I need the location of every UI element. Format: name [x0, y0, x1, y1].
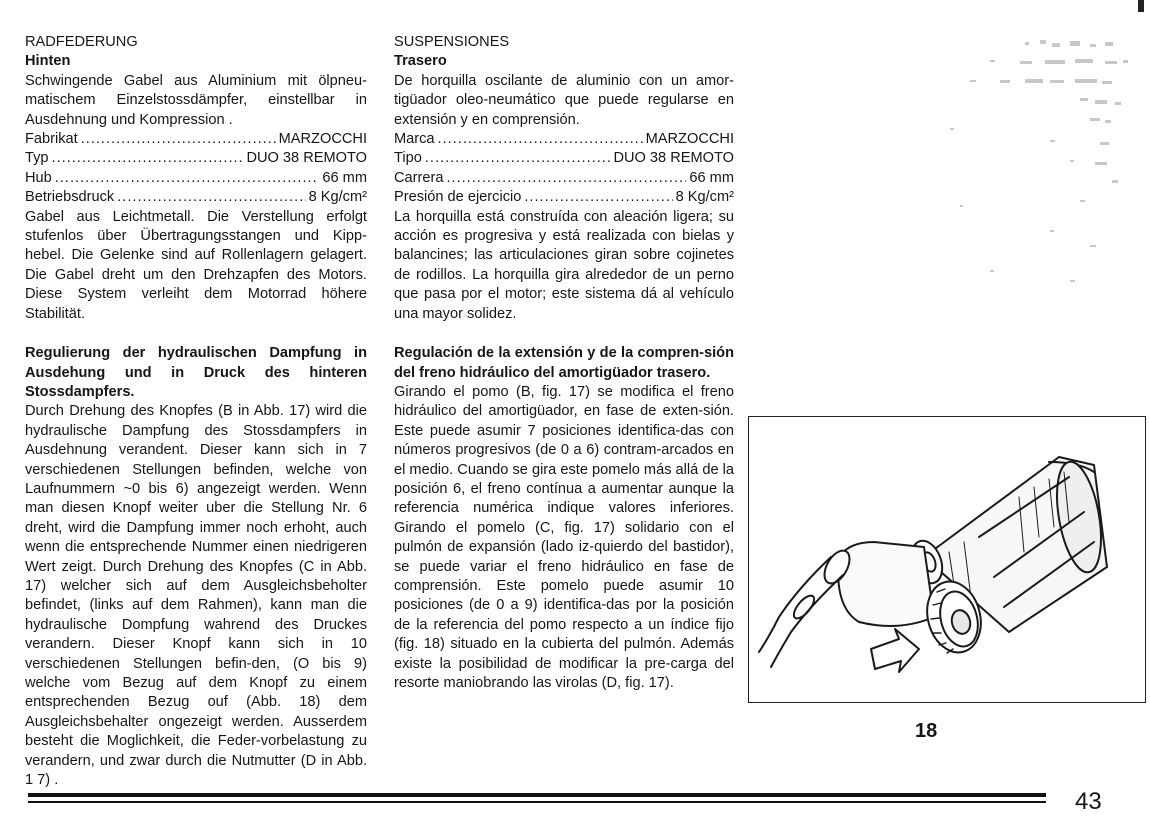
section-subtitle: Trasero — [394, 53, 447, 70]
section-title: SUSPENSIONES — [394, 34, 510, 50]
spec-value: MARZOCCHI — [645, 131, 734, 148]
spec-value: 8 Kg/cm² — [675, 189, 734, 206]
spec-row — [394, 188, 734, 207]
spec-label: Presión de ejercicio — [394, 189, 522, 206]
footer-rule-thick — [28, 793, 1046, 797]
section2-title: Regulación de la extensión y de la compren-sión del freno hidráulico del amortigüador trasero. — [394, 345, 734, 381]
spec-value: DUO 38 REMOTO — [613, 150, 734, 167]
spec-label: Carrera — [394, 169, 444, 186]
spec-label: Typ — [25, 150, 49, 167]
page-number: 43 — [1075, 788, 1102, 815]
scan-corner-mark — [1138, 0, 1144, 12]
section-title: RADFEDERUNG — [25, 34, 138, 50]
section-subtitle: Hinten — [25, 53, 71, 70]
spec-label: Marca — [394, 131, 435, 148]
section2-body: Durch Drehung des Knopfes (B in Abb. 17) wird die hydraulische Dampfung des Stossdampfers in Ausdehnung verandent. Dieser kann sich in 7 verschiedenen Stellungen befinden, welche von Laufnummern ~0 bis 6) angezeigt werden. Wenn man diesen Knopf weiter uber die Stellung Nr. 6 dreht, wird die Dampfung immer noch erhoht, auch wenn die entsprechende Nummer einen niedrigeren Wert zeigt. Durch Drehung des Knopfes (C in Abb. 17) welcher sich auf dem Ausgleichsbeholter befindet, (links auf dem Rahmen), kann man die hydraulische Dompfung wahrend des Druckes verandern. Dieser Knopf kann sich in 10 verschiedenen Stellungen befin-den, (O bis 9) welche vom Bezug auf dem Knopf zu einem entsprechenden Bezug ouf (Abb. 18) dem Ausgleichsbehalter ongezeigt werden. Ausserdem besteht die Moglichkeit, die Feder-vorbelastung zu verandern, und zwar durch die Nutmutter (D in Abb. 1 7) . — [25, 403, 367, 789]
body-paragraph: La horquilla está construída con aleación ligera; su acción es progresiva y está realizada con bielas y balancines; las articulaciones giran sobre cojinetes de rodillos. La horquilla gira alrededor de un perno que pasa por el motor; este sistema dá al vehículo una mayor solidez. — [394, 208, 734, 322]
body-paragraph: Gabel aus Leichtmetall. Die Verstellung erfolgt stufenlos über Übertragungsstangen und Kipp-hebel. Die Gelenke sind auf Rollenlagern gelagert. Die Gabel dreht um den Drehzapfen des Motors. Diese System verleiht dem Motorrad höhere Stabilität. — [25, 208, 367, 322]
spec-row — [394, 130, 734, 149]
german-column — [25, 33, 367, 790]
spec-value: 8 Kg/cm² — [308, 189, 367, 206]
spec-value: DUO 38 REMOTO — [246, 150, 367, 167]
spec-row — [25, 149, 367, 168]
spec-value: 66 mm — [322, 169, 367, 186]
spec-value: MARZOCCHI — [278, 131, 367, 148]
figure-label: 18 — [915, 720, 938, 742]
section2-body: Girando el pomo (B, fig. 17) se modifica el freno hidráulico del amortigüador, en fase de exten-sión. Este puede asumir 7 posiciones identifica-das con números progresivos (de 0 a 6) contram-arcados en el medio. Cuando se gira este pomelo más allá de la posición 6, el freno contínua a aumentar aunque la referencia numérica indique valores inferiores. Girando el pomelo (C, fig. 17) solidario con el pulmón de expansión (lado iz-quierdo del bastidor), se puede variar el freno hidráulico en fase de comprensión. Este pomelo puede asumir 10 posiciones (de 0 a 9) identifica-das por la posición de la referencia del pomo respecto a un índice fijo (fig. 18) situado en la cubierta del pulmón. Además existe la posibilidad de modificar la pre-carga del resorte maniobrando las virolas (D, fig. 17). — [394, 383, 734, 691]
intro-paragraph: Schwingende Gabel aus Aluminium mit ölpneu-matischem Einzelstossdämpfer, einstellbar in Ausdehnung und Kompression . — [25, 72, 367, 128]
bleed-through-texture — [930, 30, 1140, 300]
spec-row — [25, 188, 367, 207]
spec-label: Tipo — [394, 150, 422, 167]
shock-absorber-illustration — [749, 417, 1144, 701]
intro-paragraph: De horquilla oscilante de aluminio con un amor-tigüador oleo-neumático que puede regularse en extensión y en comprensión. — [394, 72, 734, 128]
figure-18-box — [748, 416, 1146, 703]
spec-row — [394, 149, 734, 168]
spec-value: 66 mm — [689, 169, 734, 186]
spec-label: Betriebsdruck — [25, 189, 115, 206]
spec-row — [25, 169, 367, 188]
spec-label: Hub — [25, 169, 52, 186]
spec-label: Fabrikat — [25, 131, 78, 148]
spec-row — [394, 169, 734, 188]
spanish-column — [394, 33, 734, 693]
section2-title: Regulierung der hydraulischen Dampfung in Ausdehung und in Druck des hinteren Stossdampfers. — [25, 345, 367, 400]
spec-row — [25, 130, 367, 149]
footer-rule-thin — [28, 801, 1046, 803]
